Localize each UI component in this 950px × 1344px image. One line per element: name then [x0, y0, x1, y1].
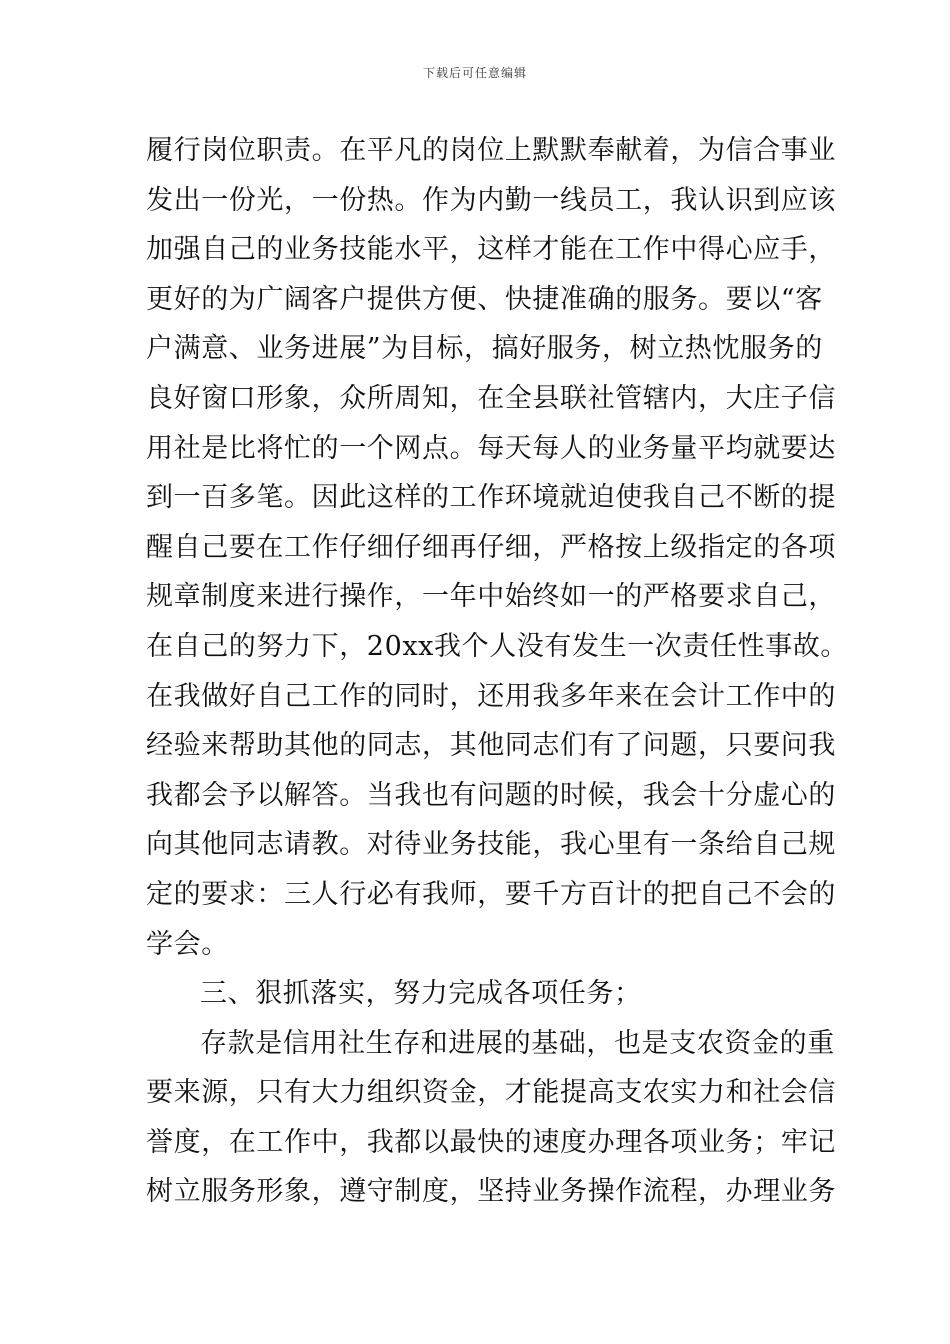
text-line: 存款是信用社生存和进展的基础，也是支农资金的重 — [200, 1027, 835, 1059]
text-line: 定的要求：三人行必有我师，要千方百计的把自己不会的 — [146, 878, 836, 910]
text-line: 向其他同志请教。对待业务技能，我心里有一条给自己规 — [146, 829, 836, 861]
text-line: 规章制度来进行操作，一年中始终如一的严格要求自己， — [146, 581, 836, 613]
section-heading: 三、狠抓落实，努力完成各项任务； — [200, 978, 642, 1010]
text-line: 加强自己的业务技能水平，这样才能在工作中得心应手， — [146, 234, 836, 266]
text-line: 到一百多笔。因此这样的工作环境就迫使我自己不断的提 — [146, 482, 836, 514]
text-line: 用社是比将忙的一个网点。每天每人的业务量平均就要达 — [146, 432, 836, 464]
text-line: 户满意、业务进展”为目标，搞好服务，树立热忱服务的 — [146, 333, 823, 365]
text-line: 树立服务形象，遵守制度，坚持业务操作流程，办理业务 — [146, 1176, 836, 1208]
text-line: 学会。 — [146, 928, 229, 960]
body-text — [146, 126, 849, 1217]
text-line: 誉度，在工作中，我都以最快的速度办理各项业务；牢记 — [146, 1126, 836, 1158]
text-line: 要来源，只有大力组织资金，才能提高支农实力和社会信 — [146, 1077, 836, 1109]
header-note: 下载后可任意编辑 — [422, 66, 527, 80]
text-line: 在我做好自己工作的同时，还用我多年来在会计工作中的 — [146, 680, 836, 712]
text-line: 在自己的努力下，20xx我个人没有发生一次责任性事故。 — [146, 630, 849, 662]
text-line: 更好的为广阔客户提供方便、快捷准确的服务。要以“客 — [146, 283, 823, 315]
text-line: 经验来帮助其他的同志，其他同志们有了问题，只要问我 — [146, 730, 836, 762]
text-line: 发出一份光，一份热。作为内勤一线员工，我认识到应该 — [146, 184, 836, 216]
text-line: 我都会予以解答。当我也有问题的时候，我会十分虚心的 — [146, 779, 836, 811]
text-line: 醒自己要在工作仔细仔细再仔细，严格按上级指定的各项 — [146, 531, 836, 563]
text-line: 履行岗位职责。在平凡的岗位上默默奉献着，为信合事业 — [146, 135, 836, 166]
text-line: 良好窗口形象，众所周知，在全县联社管辖内，大庄子信 — [146, 382, 836, 414]
